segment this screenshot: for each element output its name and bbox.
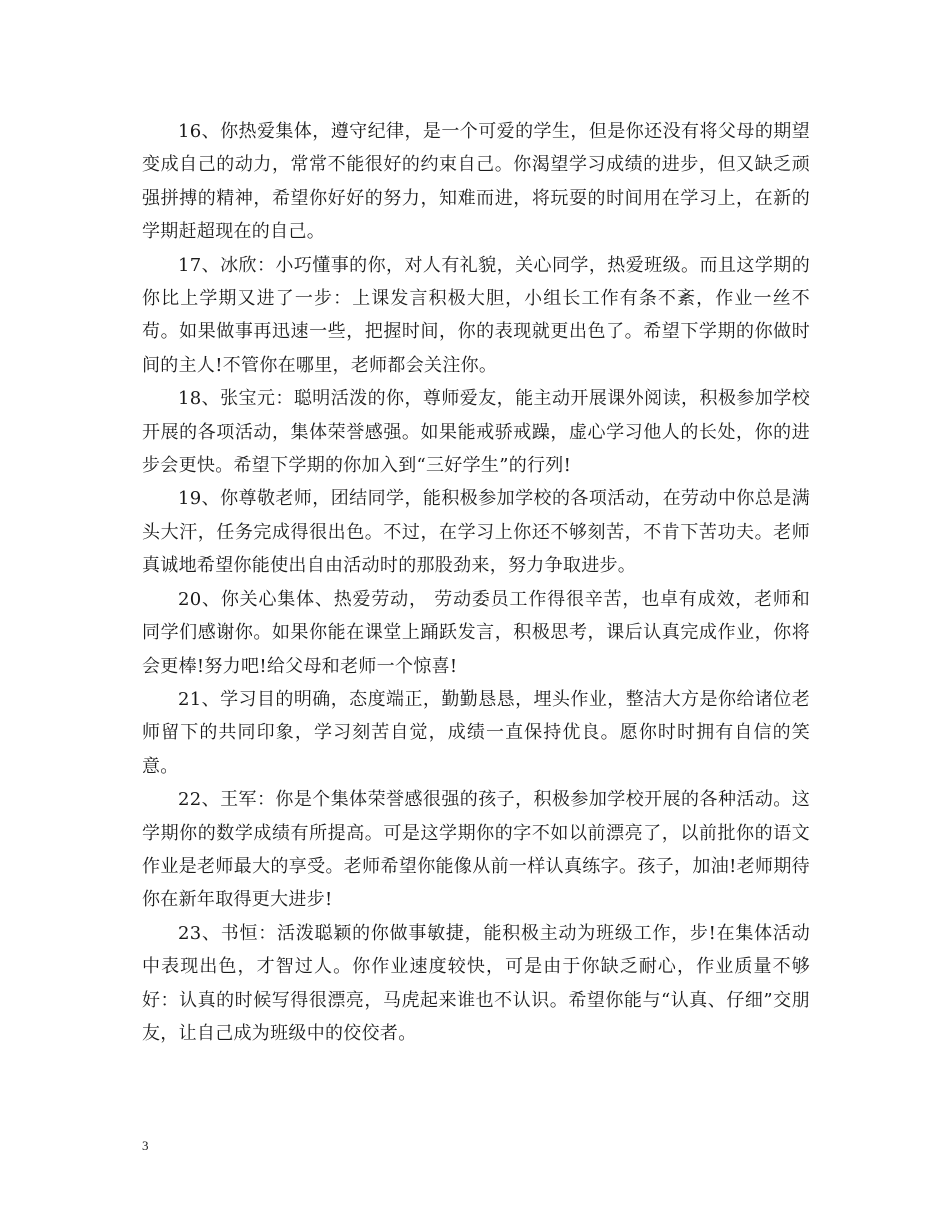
- page-number: 3: [142, 1138, 149, 1153]
- comment-paragraph-21: 21、学习目的明确，态度端正，勤勤恳恳，埋头作业，整洁大方是你给诸位老师留下的共同印象，学习刻苦自觉，成绩一直保持优良。愿你时时拥有自信的笑意。: [142, 688, 810, 777]
- document-body: [142, 115, 810, 1050]
- comment-paragraph-20: 20、你关心集体、热爱劳动， 劳动委员工作得很辛苦，也卓有成效，老师和同学们感谢你。如果你能在课堂上踊跃发言，积极思考，课后认真完成作业，你将会更棒!努力吧!给父母和老师一个惊喜!: [142, 588, 810, 677]
- comment-paragraph-17: 17、冰欣：小巧懂事的你，对人有礼貌，关心同学，热爱班级。而且这学期的你比上学期又进了一步：上课发言积极大胆，小组长工作有条不紊，作业一丝不苟。如果做事再迅速一些，把握时间，你的表现就更出色了。希望下学期的你做时间的主人!不管你在哪里，老师都会关注你。: [142, 254, 810, 376]
- comment-paragraph-16: 16、你热爱集体，遵守纪律，是一个可爱的学生，但是你还没有将父母的期望变成自己的动力，常常不能很好的约束自己。你渴望学习成绩的进步，但又缺乏顽强拼搏的精神，希望你好好的努力，知难而进，将玩耍的时间用在学习上，在新的学期赶超现在的自己。: [142, 121, 810, 243]
- comment-paragraph-18: 18、张宝元：聪明活泼的你，尊师爱友，能主动开展课外阅读，积极参加学校开展的各项活动，集体荣誉感强。如果能戒骄戒躁，虚心学习他人的长处，你的进步会更快。希望下学期的你加入到“三好学生”的行列!: [142, 388, 810, 477]
- comment-paragraph-19: 19、你尊敬老师，团结同学，能积极参加学校的各项活动，在劳动中你总是满头大汗，任务完成得很出色。不过，在学习上你还不够刻苦，不肯下苦功夫。老师真诚地希望你能使出自由活动时的那股劲来，努力争取进步。: [142, 488, 810, 577]
- comment-paragraph-22: 22、王军：你是个集体荣誉感很强的孩子，积极参加学校开展的各种活动。这学期你的数学成绩有所提高。可是这学期你的字不如以前漂亮了，以前批你的语文作业是老师最大的享受。老师希望你能像从前一样认真练字。孩子，加油!老师期待你在新年取得更大进步!: [142, 789, 810, 911]
- comment-paragraph-23: 23、书恒：活泼聪颖的你做事敏捷，能积极主动为班级工作，步!在集体活动中表现出色，才智过人。你作业速度较快，可是由于你缺乏耐心，作业质量不够好：认真的时候写得很漂亮，马虎起来谁也不认识。希望你能与“认真、仔细”交朋友，让自己成为班级中的佼佼者。: [142, 922, 810, 1044]
